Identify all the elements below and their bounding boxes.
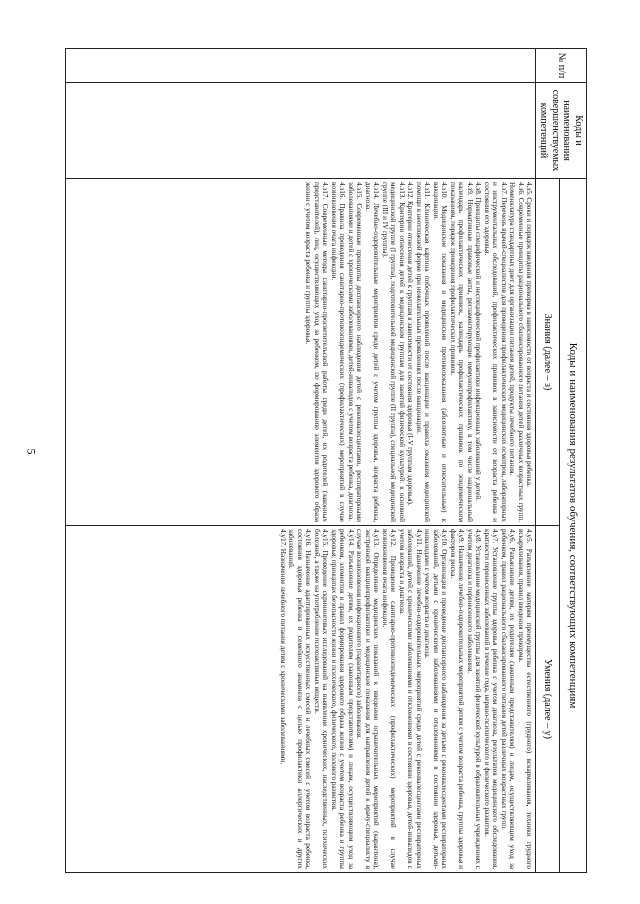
skill-item: 4.у16. Назначение адаптированных искусственных смесей и лечебных смесей с учетом возраста ребенка, состояния здоровья ребенка и семейного анамнеза с целью профилактики аллергических и других заболеваний.	[287, 529, 313, 869]
header-codes: Коды и наименования совершенствуемых компетенций	[536, 83, 587, 179]
knowledge-item: 4.з14. Лечебно-оздоровительные мероприятия среди детей с учетом группы здоровья, возраста ребенка, диагноза.	[363, 182, 381, 522]
row-number-cell	[66, 49, 536, 83]
header-knowledge: Знания (далее – з)	[536, 179, 560, 526]
header-number: № п/п	[536, 49, 587, 83]
knowledge-item: 4.з5. Сроки и порядок введения прикорма в зависимости от возраста и состояния здоровья ребенка.	[525, 182, 533, 487]
knowledge-item: 4.з11. Клиническая картина побочных проявлений после вакцинации и правила оказания медицинской помощи в неотложной форме при нежелательных проявлениях после вакцинации.	[414, 182, 432, 522]
page-number: 5	[24, 448, 39, 455]
skill-item: 4.у7. Установление группы здоровья ребенка с учетом диагноза, результатов медицинского обследования, кратности перенесенных заболеваний в течение года, нервно-психического и физического развития.	[482, 529, 500, 869]
skill-item: 4.у9. Назначение лечебно-оздоровительных мероприятий детям с учетом возраста ребенка, группы здоровья и факторов риска.	[448, 529, 466, 869]
knowledge-item: 4.з10. Медицинские показания и медицинские противопоказания (абсолютные и относительные) к вакцинации.	[431, 182, 449, 522]
skill-item: 4.у17. Назначение лечебного питания детям с хроническими заболеваниями.	[278, 529, 287, 765]
knowledge-item: 4.з8. Принципы специфической и неспецифической профилактики инфекционных заболеваний у детей.	[474, 182, 483, 501]
skill-item: 4.у12. Проведение санитарно-противоэпидемических (профилактических) мероприятий в случае возникновения очага инфекции.	[380, 529, 398, 869]
skills-cell	[66, 526, 536, 873]
knowledge-item: 4.з13. Критерии отнесения детей к медицинским группам для занятий физической культурой: к основной медицинской группе (I группа), подготовительной медицинской группе (II группа), специальной медицинской группе (III и IV группы).	[380, 182, 406, 522]
skill-item: 4.у15. Проведение скрининговых исследований на выявление хронических, наследственных, психических болезней, а также на употребление психоактивных веществ.	[312, 529, 330, 869]
skill-item: 4.у13. Определение медицинских показаний к введению ограничительных мероприятий (карантина), экстренной вакцинопрофилактики и медицинские показания для направления детей к врачу-специалисту в случае возникновения инфекционного (паразитарного) заболевания.	[355, 529, 381, 869]
knowledge-item: 4.з17. Современные методы санитарно-просветительской работы среди детей, их родителей (законных представителей), лиц, осуществляющих уход за ребенком, по формированию элементов здорового образа жизни с учетом возраста ребенка и группы здоровья.	[304, 182, 330, 522]
rotated-table-container	[65, 48, 587, 872]
competency-table	[65, 48, 587, 873]
skill-item: 4.у6. Разъяснение детям, их родителям (законным представителям) и лицам, осуществляющим уход за ребенком, правил рационального сбалансированного питания детей различных возрастных групп.	[499, 529, 517, 869]
skill-item: 4.у10. Организация и проведение диспансерного наблюдения за детьми с реконвалесцентами респираторных заболеваний, детьми с хроническими заболеваниями и отклонениями в состоянии здоровья, детьми-инвалидами с учетом возраста и диагноза.	[423, 529, 449, 869]
knowledge-item: 4.з9. Нормативные правовые акты, регламентирующие иммунопрофилактику, в том числе национальный календарь профилактических прививок, календарь профилактических прививок по эпидемическим показаниям, порядок проведения профилактических прививок.	[448, 182, 474, 522]
knowledge-item: 4.з16. Правила проведения санитарно-противоэпидемических (профилактических) мероприятий в случае возникновения очага инфекции.	[329, 182, 347, 522]
knowledge-item: 4.з15. Современные принципы диспансерного наблюдения детей с реконвалесцентами, респираторными заболеваниями и детей с хроническими заболеваниями, детей-инвалидов с учетом возраста ребенка, диагноза.	[346, 182, 364, 522]
skill-item: 4.у14. Разъяснение детям, их родителям (законным представителям) и лицам, осуществляющим уход за ребенком, элементов и правил формирования здорового образа жизни с учетом возраста ребенка и группы здоровья; принципах безопасности жизни и психического, физического, полового развития.	[329, 529, 355, 869]
skill-item: 4.у11. Назначение лечебно-оздоровительных мероприятий среди детей с реконвалесцентами респираторных заболеваний, детей с хроническими заболеваниями и отклонениями в состоянии здоровья, детей-инвалидов с учетом возраста и диагноза.	[397, 529, 423, 869]
knowledge-cell	[66, 179, 536, 526]
knowledge-item: 4.з7. Перечень врачей-специалистов для проведения профилактических медицинских осмотров, лабораторных и инструментальных обследований, профилактических прививок в зависимости от возраста ребенка и состояния его здоровья.	[482, 182, 508, 522]
knowledge-item: 4.з6. Современные принципы рационального сбалансированного питания детей различных возрастных групп. Номенклатура стандартных диет для организации питания детей, продукты лечебного питания.	[508, 182, 525, 522]
skill-item: 4.у8. Установление медицинской группы для занятий физической культурой в образовательных учреждениях с учетом диагноза и перенесенного заболевания.	[465, 529, 483, 869]
row-codes-cell	[66, 83, 536, 179]
header-skills: Умения (далее – у)	[536, 526, 560, 873]
skill-item: 4.у5. Разъяснение матерям преимущества естественного (грудного) вскармливания, техники грудного вскармливания, правил введения прикорма.	[516, 529, 533, 869]
header-results: Коды и наименования результатов обучения, соответствующих компетенциям	[560, 179, 587, 873]
knowledge-item: 4.з12. Критерии отнесения детей к группам в зависимости от состояния здоровья (I-V группам здоровья).	[406, 182, 415, 506]
